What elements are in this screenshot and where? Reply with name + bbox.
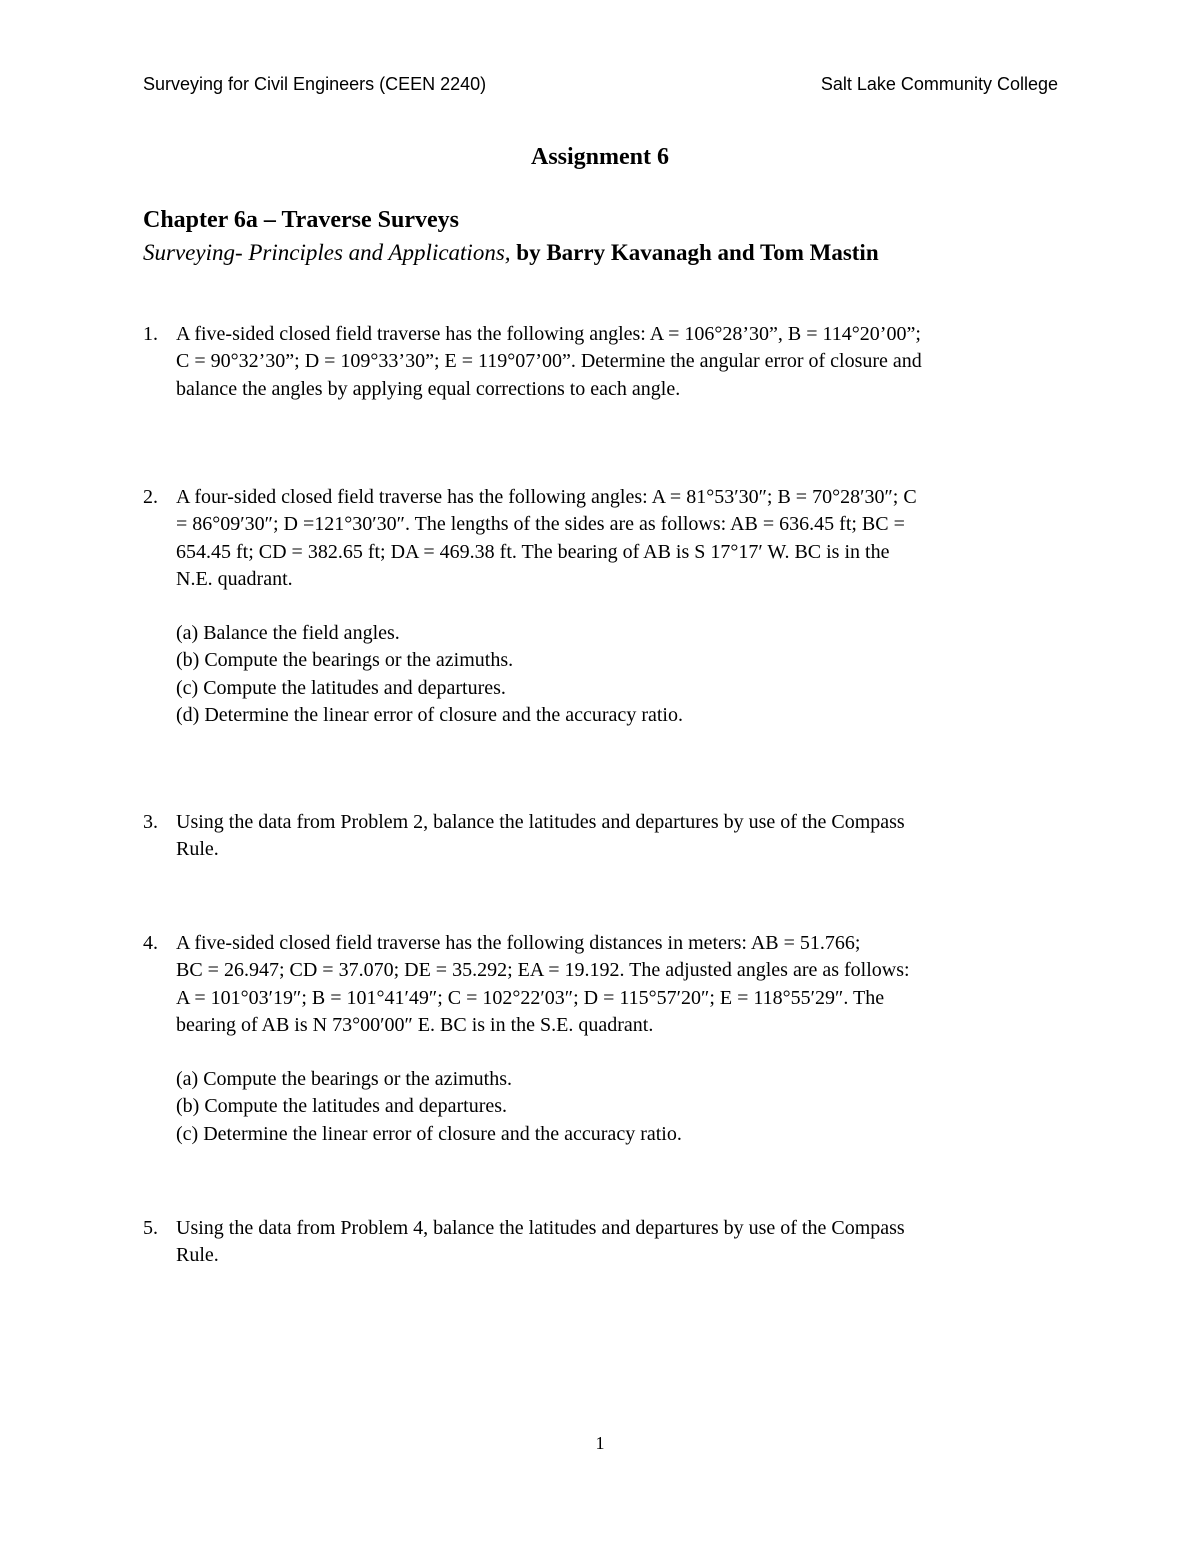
chapter-heading: Chapter 6a – Traverse Surveys — [143, 207, 459, 233]
problem-line: BC = 26.947; CD = 37.070; DE = 35.292; EA = 19.192. The adjusted angles are as follows: — [176, 959, 910, 982]
problem-line: N.E. quadrant. — [176, 567, 293, 590]
subitem: (a) Compute the bearings or the azimuths. — [176, 1068, 513, 1091]
subitem: (b) Compute the latitudes and departures. — [176, 1095, 508, 1118]
page-number: 1 — [595, 1433, 605, 1453]
header-course: Surveying for Civil Engineers (CEEN 2240) — [143, 74, 487, 94]
book-authors: by Barry Kavanagh and Tom Mastin — [516, 240, 879, 265]
problem-line: Using the data from Problem 4, balance the latitudes and departures by use of the Compass — [176, 1217, 905, 1239]
problem-number: 1. — [143, 323, 158, 345]
problem-number: 5. — [143, 1217, 158, 1239]
problem-line: A four-sided closed field traverse has the following angles: A = 81°53′30″; B = 70°28′30″; C — [176, 486, 917, 508]
problem-text — [176, 321, 1058, 403]
problem-text — [176, 809, 1058, 864]
problem-1 — [143, 321, 1058, 403]
problem-text — [176, 1215, 1058, 1270]
problem-number: 3. — [143, 811, 158, 833]
subitem: (c) Determine the linear error of closure and the accuracy ratio. — [176, 1122, 682, 1145]
problem-line: Rule. — [176, 838, 219, 861]
problem-4 — [143, 930, 1058, 1148]
problem-2 — [143, 484, 1058, 729]
problem-3 — [143, 809, 1058, 864]
problem-text — [176, 484, 1058, 729]
problem-number: 4. — [143, 932, 158, 954]
problem-line: A = 101°03′19″; B = 101°41′49″; C = 102°22′03″; D = 115°57′20″; E = 118°55′29″. The — [176, 986, 885, 1009]
header-institution: Salt Lake Community College — [820, 74, 1058, 94]
problem-number: 2. — [143, 486, 158, 508]
assignment-title: Assignment 6 — [530, 144, 669, 170]
subitem: (c) Compute the latitudes and departures. — [176, 676, 506, 699]
problem-5 — [143, 1215, 1058, 1270]
subitem: (a) Balance the field angles. — [176, 622, 400, 645]
page-header — [143, 74, 1058, 98]
problem-line: bearing of AB is N 73°00′00″ E. BC is in the S.E. quadrant. — [176, 1013, 654, 1036]
problem-line: A five-sided closed field traverse has the following distances in meters: AB = 51.766; — [176, 932, 861, 954]
subitem: (b) Compute the bearings or the azimuths. — [176, 649, 514, 672]
problem-line: = 86°09′30″; D =121°30′30″. The lengths of the sides are as follows: AB = 636.45 ft; BC = — [176, 513, 905, 536]
subitem: (d) Determine the linear error of closure and the accuracy ratio. — [176, 704, 683, 727]
problem-line: A five-sided closed field traverse has the following angles: A = 106°28’30”, B = 114°20’00”; — [176, 323, 921, 345]
problem-line: Rule. — [176, 1244, 219, 1267]
book-title: Surveying- Principles and Applications, — [143, 240, 511, 265]
problem-line: C = 90°32’30”; D = 109°33’30”; E = 119°07’00”. Determine the angular error of closure and — [176, 350, 922, 373]
problem-subitems — [176, 620, 1058, 729]
problem-text — [176, 930, 1058, 1148]
problem-line: Using the data from Problem 2, balance the latitudes and departures by use of the Compass — [176, 811, 905, 833]
problem-line: 654.45 ft; CD = 382.65 ft; DA = 469.38 ft. The bearing of AB is S 17°17′ W. BC is in the — [176, 540, 890, 563]
problem-line: balance the angles by applying equal corrections to each angle. — [176, 377, 681, 400]
problem-subitems — [176, 1066, 1058, 1148]
book-reference — [143, 240, 879, 266]
